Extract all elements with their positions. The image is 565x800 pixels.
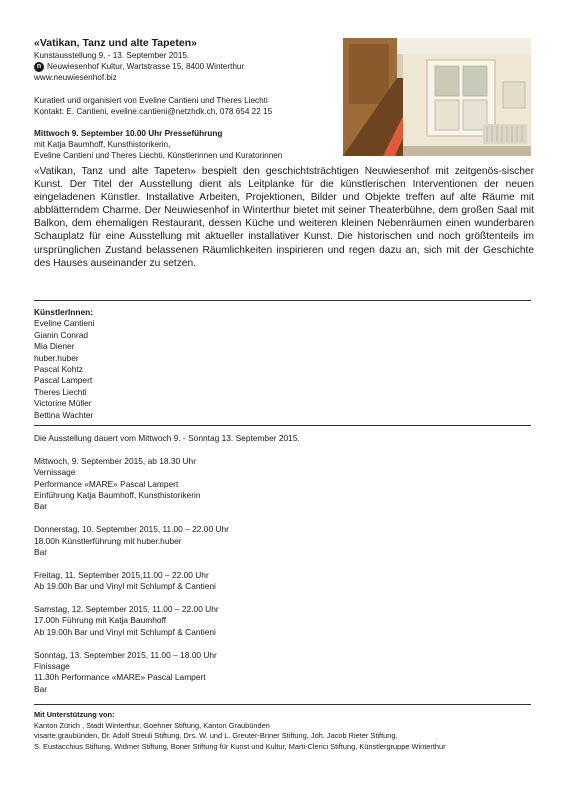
schedule-day-friday	[34, 570, 531, 593]
venue-address: Neuwiesenhof Kultur, Wartstrasse 15, 8400 Winterthur	[47, 62, 245, 72]
neuwiesenhof-logo-icon: n	[34, 62, 44, 72]
artist-name: Pascal Lampert	[34, 375, 93, 386]
support-heading: Mit Unterstützung von:	[34, 710, 115, 719]
artist-name: Eveline Cantieni	[34, 318, 95, 329]
support-line: S. Eustacchius Stiftung, Widmer Stiftung, Boner Stiftung für Kunst und Kultur, Marti-Clerici Stiftung, Künstlergruppe Winterthur	[34, 741, 446, 751]
event-line: Donnerstag, 10. September 2015, 11.00 – 22.00 Uhr	[34, 524, 229, 535]
artist-name: huber.huber	[34, 352, 79, 363]
event-line: Vernissage	[34, 467, 76, 478]
event-line: 11.30h Performance «MARE» Pascal Lampert	[34, 672, 206, 683]
event-line: 17.00h Führung mit Katja Baumhoff	[34, 615, 167, 626]
press-tour-guide: mit Katja Baumhoff, Kunsthistorikerin,	[34, 140, 171, 150]
curators-line: Kuratiert und organisiert von Eveline Cantieni und Theres Liechti	[34, 95, 268, 105]
event-line: Bar	[34, 501, 48, 512]
intro-paragraph: «Vatikan, Tanz und alte Tapeten» bespielt den geschichtsträchtigen Neuwiesenhof mit zeitgenös-sischer Kunst. Der Titel der Ausstellung dient als Leitplanke für die künstlerischen Interventionen der neuen eingeladenen Künstler. Installative Arbeiten, Projektionen, Bilder und Objekte treffen auf alte Räume mit abblätterndem Charme. Der Neuwiesenhof in Winterthur bietet mit seiner Theaterbühne, dem großen Saal mit Balkon, dem ehemaligen Restaurant, dessen Küche und weiteren kleinen Nebenräumen einen wunderbaren Schauplatz für eine Ausstellung mit aktueller installativer Kunst. Die historischen und noch größtenteils im ursprünglichen Zustand belassenen Räumlichkeiten inspirieren und regen dazu an, sich mit der Geschichte des Hauses auseinander zu setzen.	[34, 166, 534, 269]
artist-name: Gianin Conrad	[34, 329, 89, 340]
event-line: Sonntag, 13. September 2015, 11.00 – 18.00 Uhr	[34, 649, 217, 660]
artist-name: Mia Diener	[34, 341, 75, 352]
divider-middle	[34, 425, 531, 426]
schedule-intro: Die Ausstellung dauert vom Mittwoch 9. - Sonntag 13. September 2015.	[34, 433, 300, 443]
press-tour-title: Mittwoch 9. September 10.00 Uhr Presseführung	[34, 129, 223, 139]
event-line: Ab 19.00h Bar und Vinyl mit Schlumpf & Cantieni	[34, 626, 216, 637]
interior-photo-image	[343, 38, 531, 156]
schedule-day-wednesday	[34, 456, 531, 513]
event-line: Ab 19.00h Bar und Vinyl mit Schlumpf & Cantieni	[34, 581, 216, 592]
event-line: Bar	[34, 683, 48, 694]
artist-name: Pascal Kohtz	[34, 364, 83, 375]
support-section	[34, 710, 531, 752]
event-line: Einführung Katja Baumhoff, Kunsthistorikerin	[34, 490, 201, 501]
divider-bottom	[34, 704, 531, 705]
event-line: Freitag, 11. September 2015,11.00 – 22.00 Uhr	[34, 569, 209, 580]
event-line: Finissage	[34, 661, 70, 672]
exhibition-dates: Kunstausstellung 9. - 13. September 2015.	[34, 51, 190, 60]
event-line: Mittwoch, 9. September 2015, ab 18.30 Uhr	[34, 455, 197, 466]
artist-name: Theres Liechti	[34, 386, 87, 397]
artists-heading: KünstlerInnen:	[34, 307, 94, 317]
press-tour-hosts: Eveline Cantieni und Theres Liechti, Künstlerinnen und Kuratorinnen	[34, 151, 283, 161]
artist-name: Victorine Müller	[34, 398, 92, 409]
event-line: 18.00h Künstlerführung mit huber.huber	[34, 535, 182, 546]
event-line: Performance «MARE» Pascal Lampert	[34, 478, 179, 489]
schedule-day-thursday	[34, 524, 531, 558]
event-line: Bar	[34, 547, 48, 558]
event-line: Samstag, 12. September 2015, 11.00 – 22.00 Uhr	[34, 604, 219, 615]
interior-photo	[343, 38, 531, 156]
divider-top	[34, 300, 531, 301]
venue-line	[34, 61, 334, 72]
website-link[interactable]: www.neuwiesenhof.biz	[34, 73, 117, 83]
exhibition-title: «Vatikan, Tanz und alte Tapeten»	[34, 37, 197, 49]
support-line: Kanton Zürich , Stadt Winterthur, Goehner Stiftung, Kanton Graubünden	[34, 720, 270, 730]
schedule-section	[34, 433, 531, 707]
artists-section	[34, 307, 531, 421]
artist-name: Bettina Wachter	[34, 409, 94, 420]
contact-line: Kontakt: E. Cantieni, eveline.cantieni@netzhdk.ch, 078 654 22 15	[34, 106, 273, 116]
header-info	[34, 37, 334, 162]
schedule-day-saturday	[34, 604, 531, 638]
support-line: visarte.graubünden, Dr. Adolf Streuli Stiftung, Drs. W. und L. Greuter-Briner Stiftung, Joh. Jacob Rieter Stiftung,	[34, 731, 398, 741]
schedule-day-sunday	[34, 650, 531, 696]
